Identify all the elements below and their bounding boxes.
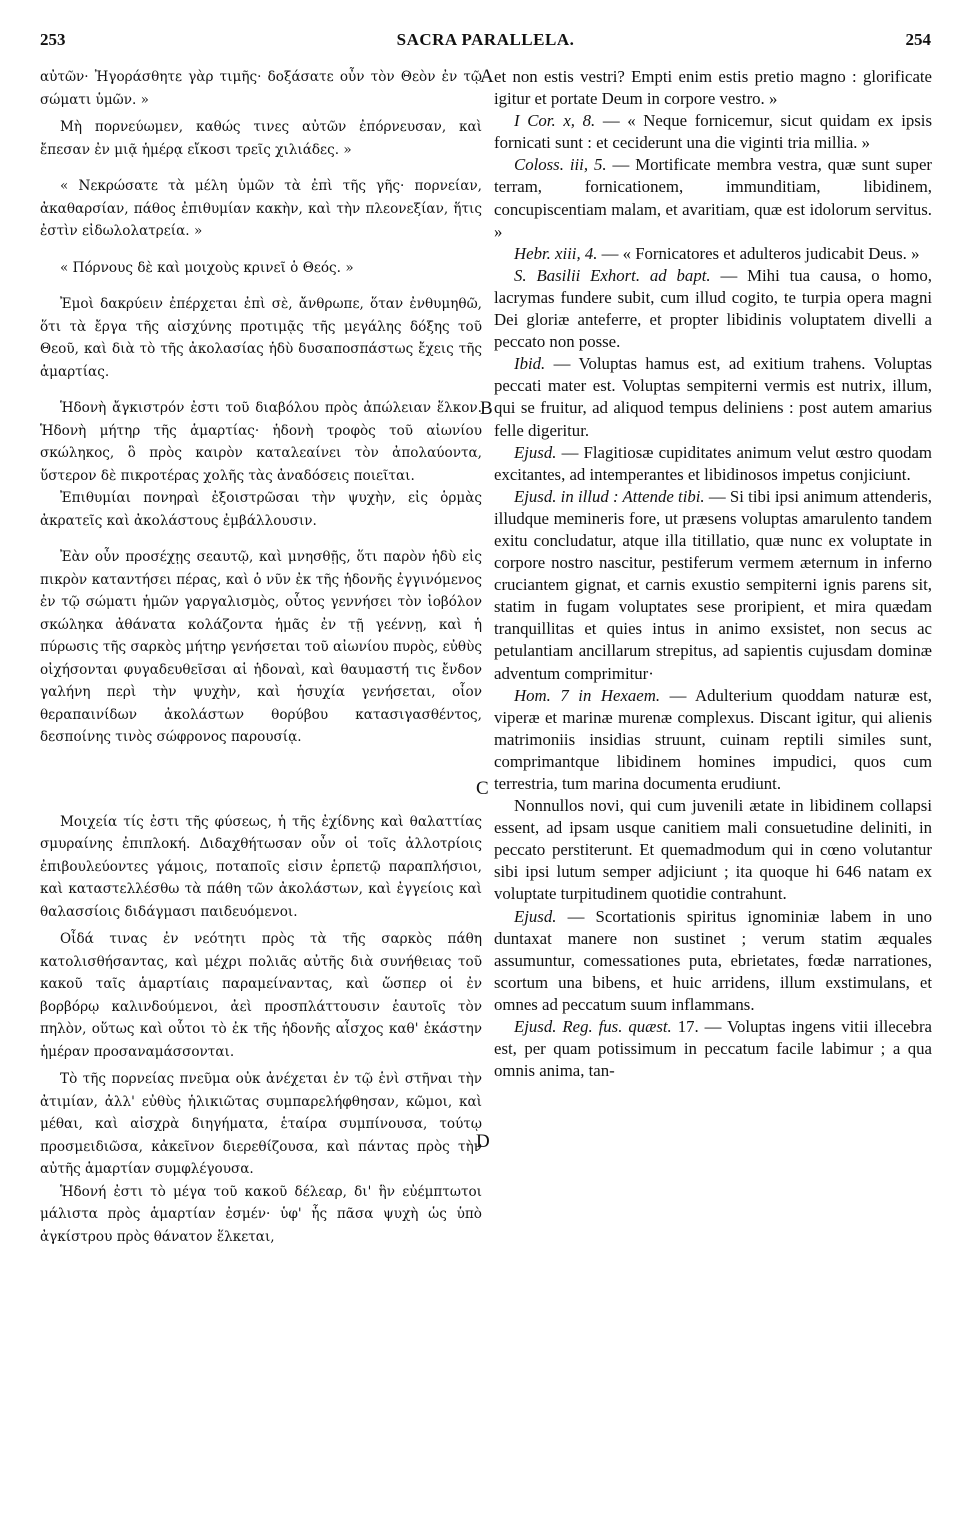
latin-paragraph — [494, 906, 932, 1016]
citation: Ejusd. in illud : Attende tibi. — [514, 486, 705, 506]
latin-paragraph — [494, 442, 932, 486]
page-number-right: 254 — [905, 30, 931, 49]
latin-paragraph — [494, 66, 932, 110]
paragraph-text: — « Fornicatores et adulteros judicabit Deus. » — [597, 243, 920, 263]
paragraph-text: Nonnullos novi, qui cum juvenili ætate in libidinem collapsi essent, ad ipsam usque canitiem mali consuetudine deliniti, in peccato perstiterunt. Et quemadmodum qui in cœno volutantur sibi ipsi lutum semper adjiciunt ; ita quoque hi 646 natam ex voluptate turpitudinem quotidie contrahunt. — [494, 796, 932, 904]
paragraph-text: — Voluptas hamus est, ad exitium trahens. Voluptas peccati mater est. Voluptas sempiterni vermis est nutrix, illum, qui se fruitur, ad aliquod tempus deliniens : post autem amarius felle digeritur. — [494, 354, 932, 440]
running-title: SACRA PARALLELA. — [396, 30, 575, 49]
greek-paragraph: Ἡδονὴ ἄγκιστρόν ἐστι τοῦ διαβόλου πρὸς ἀπώλειαν ἕλκον. Ἡδονὴ μήτηρ τῆς ἁμαρτίας· ἡδονὴ τροφὸς τοῦ αἰωνίου σκώληκος, ὃ πρὸς καιρὸν καταλεαίνει τὸν ἀπολαύοντα, ὕστερον δὲ πικροτέρας χολῆς τὰς ἀναδόσεις ποιεῖται. — [40, 400, 482, 484]
citation: Ibid. — [514, 354, 546, 374]
latin-paragraph — [494, 154, 932, 242]
margin-marker-c: C — [476, 778, 489, 799]
paragraph-text: et non estis vestri? Empti enim estis pretio magno : glorificate igitur et portate Deum in corpore vestro. » — [494, 67, 932, 109]
latin-paragraph — [494, 243, 932, 265]
margin-marker-b: B — [480, 398, 493, 419]
paragraph-text: — Adulterium quoddam naturæ est, viperæ et marinæ murenæ complexus. Discant igitur, qui alienis matrimoniis insidias struunt, cuinam reptili similes sunt, comprimantque libidinem homines impudici, quos cum terrestria, tum marina documenta erudiunt. — [494, 685, 932, 793]
greek-paragraph: Ἐπιθυμίαι πονηραὶ ἐξοιστρῶσαι τὴν ψυχὴν, εἰς ὁρμὰς ἀκρατεῖς καὶ ἀκολάστους ἐμβάλλουσιν. — [40, 490, 482, 529]
latin-paragraph — [494, 110, 932, 154]
latin-paragraph — [494, 265, 932, 353]
margin-marker-d: D — [476, 1131, 490, 1152]
greek-paragraph: Τὸ τῆς πορνείας πνεῦμα οὐκ ἀνέχεται ἐν τῷ ἑνὶ στῆναι τὴν ἀτιμίαν, ἀλλ' εὐθὺς ἡλικιῶτας συμπαρελήφθησαν, κῶμοι, καὶ μέθαι, καὶ αἰσχρὰ διηγήματα, ἑταίρα συμπίνουσα, τούτῳ προσμειδιῶσα, κἀκεῖνον διερεθίζουσα, καὶ πάντας πρὸς τὴν αὐτῆς ἁμαρτίαν συμφλέγουσα. — [40, 1071, 482, 1177]
citation: Coloss. iii, 5. — [514, 155, 607, 175]
citation: Hom. 7 in Hexaem. — [514, 685, 661, 705]
paragraph-text: — Mortificate membra vestra, quæ sunt super terram, fornicationem, immunditiam, libidinem, concupiscentiam malam, et avaritiam, quæ est idolorum servitus. » — [494, 155, 932, 241]
greek-paragraph: Ἐμοὶ δακρύειν ἐπέρχεται ἐπὶ σὲ, ἄνθρωπε, ὅταν ἐνθυμηθῶ, ὅτι τὰ ἔργα τῆς αἰσχύνης προτιμᾷς τῆς μεγάλης δόξης τοῦ Θεοῦ, καὶ διὰ τὸ τῆς ἀκολασίας ἡδὺ δυσαποσπάστως ἔχεις τῆς ἁμαρτίας. — [40, 296, 482, 380]
greek-column — [40, 66, 482, 1248]
paragraph-text: — Mihi tua causa, o homo, lacrymas fundere subit, cum illud cogito, te turpia opera magni Dei gloriæ anteferre, et propter libidinis voluptatem divelli a peccato non posse. — [494, 265, 932, 352]
latin-paragraph — [494, 795, 932, 905]
citation: Hebr. xiii, 4. — [514, 243, 598, 263]
latin-paragraph — [494, 1016, 932, 1082]
citation: Ejusd. — [514, 906, 557, 926]
latin-paragraph — [494, 486, 932, 685]
greek-paragraph: Μοιχεία τίς ἐστι τῆς φύσεως, ἡ τῆς ἐχίδνης καὶ θαλαττίας σμυραίνης ἐπιπλοκή. Διδαχθήτωσαν οὖν οἱ τοῖς ἀλλοτρίοις ἐπιβουλεύοντες γάμοις, ποταποῖς εἰσιν ἑρπετῷ παραπλήσιοι, καὶ καταστελλέσθω τὰ πάθη τῶν ἀκολάστων, καὶ ἐγγείοις καὶ θαλασσίοις διδάγμασι παιδευόμενοι. — [40, 813, 482, 920]
citation: I Cor. x, 8. — [514, 111, 596, 131]
paragraph-text: — Flagitiosæ cupiditates animum velut œstro quodam excitantes, ad intemperantes et libidinosos impetus conjiciunt. — [494, 442, 932, 484]
page-number-left: 253 — [40, 30, 66, 49]
latin-paragraph — [494, 353, 932, 441]
greek-paragraph: « Νεκρώσατε τὰ μέλη ὑμῶν τὰ ἐπὶ τῆς γῆς· πορνείαν, ἀκαθαρσίαν, πάθος ἐπιθυμίαν κακὴν, καὶ τὴν πλεονεξίαν, ἥτις ἐστὶν εἰδωλολατρεία. » — [40, 178, 482, 239]
greek-paragraph: Μὴ πορνεύωμεν, καθώς τινες αὐτῶν ἐπόρνευσαν, καὶ ἔπεσαν ἐν μιᾷ ἡμέρᾳ εἴκοσι τρεῖς χιλιάδες. » — [40, 119, 482, 158]
greek-paragraph: αὐτῶν· Ἠγοράσθητε γὰρ τιμῆς· δοξάσατε οὖν τὸν Θεὸν ἐν τῷ σώματι ὑμῶν. » — [40, 69, 482, 108]
latin-column — [494, 66, 932, 1082]
latin-paragraph — [494, 685, 932, 795]
paragraph-text: — Scortationis spiritus ignominiæ labem in uno duntaxat manere non sustinet ; verum statim æquales assumuntur, comessationes puta, ebrietates, fœdæ narrationes, scortum una bibens, et huic arridens, illum exstimulans, et omnes ad peccatum suum inflammans. — [494, 906, 932, 1014]
paragraph-text: 17. — Voluptas ingens vitii illecebra est, per quam potissimum in peccatum facile labimur ; a qua omnis anima, tan- — [494, 1017, 932, 1081]
paragraph-text: — Si tibi ipsi animum attenderis, illudque memineris fore, ut præsens voluptas amarulento tandem exitu concludatur, atque illa titillatio, quæ nunc ex voluptate in corpore nostro nascitur, pestiferum vermem æternum in inferno cruciantem gignat, et carnis exustio sempiterni ignis parens sit, statim in fugam voluptates sese proripient, et mira quædam tranquillitas et quies intus in animo exsistet, non secus ac petulantiam ancillarum strepitus, ad sapientis cujusdam dominæ adventum comprimitur· — [494, 486, 932, 683]
greek-paragraph: « Πόρνους δὲ καὶ μοιχοὺς κρινεῖ ὁ Θεός. » — [60, 259, 354, 276]
running-header — [40, 30, 931, 54]
margin-marker-a: A — [480, 66, 494, 87]
greek-paragraph: Ἡδονή ἐστι τὸ μέγα τοῦ κακοῦ δέλεαρ, δι' ἣν εὐέμπτωτοι μάλιστα πρὸς ἁμαρτίαν ἐσμέν· ὑφ' ἧς πᾶσα ψυχὴ ὡς ὑπὸ ἀγκίστρου πρὸς θάνατον ἕλκεται, — [40, 1183, 482, 1245]
citation: Ejusd. — [514, 442, 557, 462]
paragraph-text: — « Neque fornicemur, sicut quidam ex ipsis fornicati sunt : et ceciderunt una die viginti tria millia. » — [494, 111, 932, 153]
citation: S. Basilii Exhort. ad bapt. — [514, 265, 711, 285]
greek-paragraph: Οἶδά τινας ἐν νεότητι πρὸς τὰ τῆς σαρκὸς πάθη κατολισθήσαντας, καὶ μέχρι πολιᾶς αὐτῆς διὰ συνήθειας τοῦ κακοῦ ταῖς ἁμαρτίαις παραμείναντας, καὶ ὥσπερ οἱ ἐν βορβόρῳ καλινδούμενοι, ἀεὶ προσπλάττουσιν ἑαυτοῖς τὸν πηλὸν, οὕτως καὶ οὗτοι τὸ ἐκ τῆς ἡδονῆς αἶσχος καθ' ἑκάστην ἡμέραν προσαναμάσσονται. — [40, 931, 482, 1060]
greek-paragraph: Ἐὰν οὖν προσέχῃς σεαυτῷ, καὶ μνησθῇς, ὅτι παρὸν ἡδὺ εἰς πικρὸν καταντήσει πέρας, καὶ ὁ νῦν ἐκ τῆς ἡδονῆς ἐγγινόμενος ἐν τῷ σώματι ἡμῶν γαργαλισμὸς, οὗτος γεννήσει τὸν ἰοβόλον σκώληκα ἀθάνατα κολάζοντα ἡμᾶς ἐν τῇ γεέννῃ, καὶ ἡ πύρωσις τῆς σαρκὸς μήτηρ γενήσεται τοῦ αἰωνίου πυρὸς, εὐθὺς οἰχήσονται φυγαδευθεῖσαι αἱ ἡδοναὶ, καὶ θαυμαστή τις ἔνδον γαλήνη περὶ τὴν ψυχὴν, καὶ ἡσυχία γενήσεται, οἷον θεραπαινίδων ἀκολάστων θορύβου κατασιγασθέντος, δεσποίνης τινὸς σώφρονος παρουσίᾳ. — [40, 549, 482, 745]
citation: Ejusd. Reg. fus. quæst. — [514, 1017, 672, 1037]
